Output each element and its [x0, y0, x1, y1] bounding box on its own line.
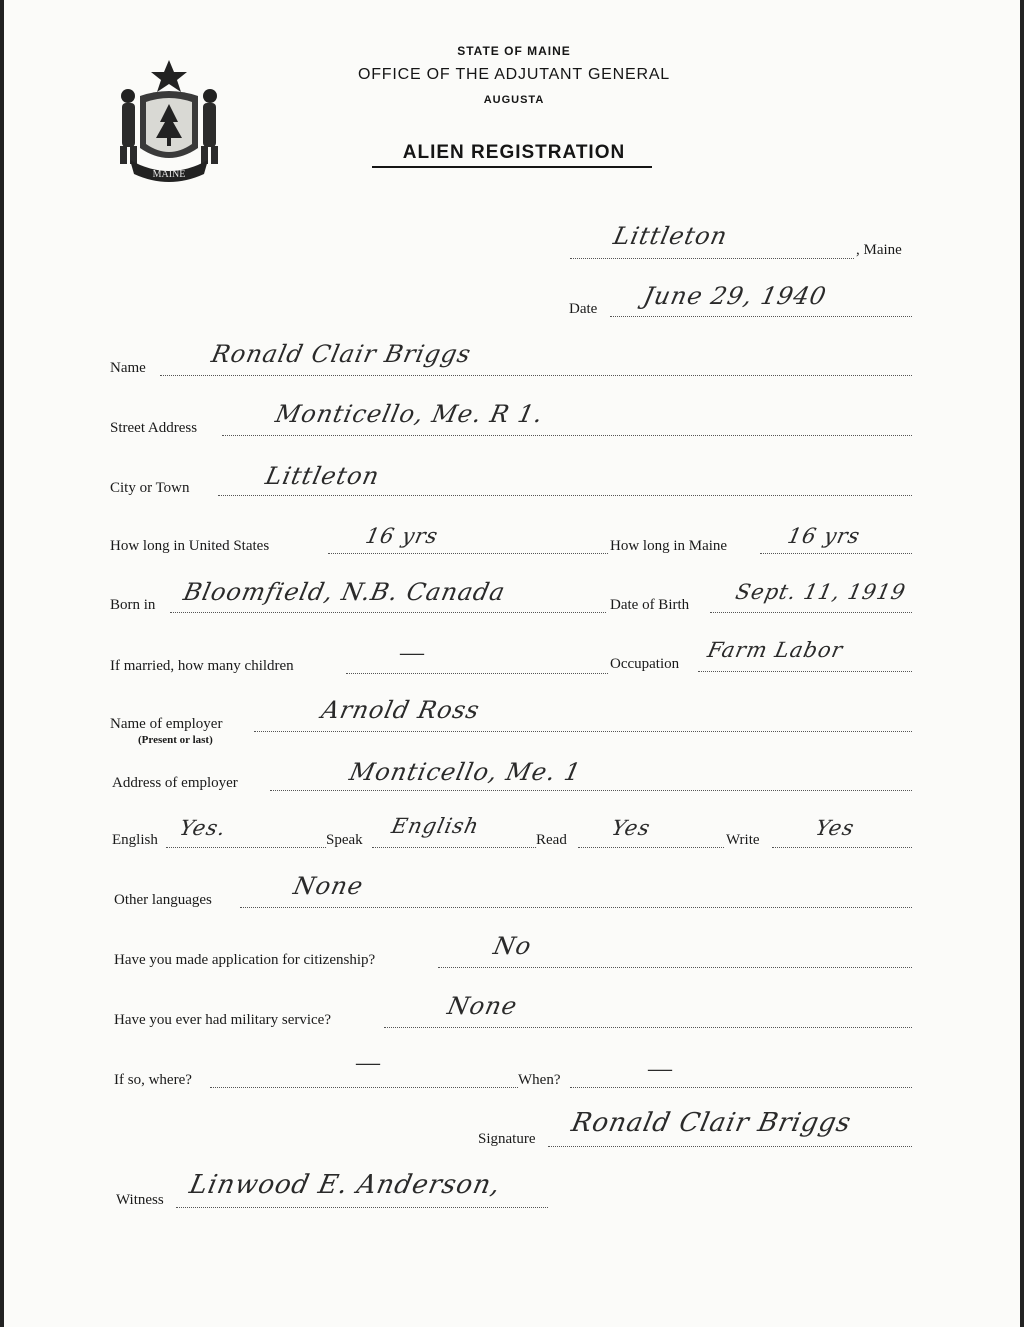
- employer-sublabel: (Present or last): [138, 734, 213, 746]
- city-line: [218, 495, 912, 496]
- occupation-line: [698, 671, 912, 672]
- english-value: Yes.: [177, 816, 229, 840]
- speak-value: English: [389, 814, 482, 838]
- signature-line: [548, 1146, 912, 1147]
- registration-form-page: [4, 0, 1020, 1327]
- signature-label: Signature: [478, 1131, 536, 1147]
- english-label: English: [112, 832, 158, 848]
- witness-value: Linwood E. Anderson,: [186, 1170, 504, 1200]
- occupation-label: Occupation: [610, 656, 680, 672]
- place-suffix: , Maine: [856, 242, 902, 258]
- employer-address-value: Monticello, Me. 1: [347, 758, 584, 786]
- children-label: If married, how many children: [110, 658, 294, 674]
- date-of-birth-label: Date of Birth: [610, 597, 690, 613]
- military-value: None: [445, 992, 521, 1020]
- read-line: [578, 847, 724, 848]
- date-label: Date: [569, 301, 598, 317]
- citizenship-label: Have you made application for citizenship?: [114, 952, 376, 968]
- street-line: [222, 435, 912, 436]
- read-value: Yes: [609, 816, 653, 840]
- other-languages-line: [240, 907, 912, 908]
- city-value: Littleton: [263, 462, 383, 490]
- children-line: [346, 673, 608, 674]
- how-long-us-value: 16 yrs: [363, 524, 441, 548]
- header-state: STATE OF MAINE: [457, 44, 571, 58]
- scan-edge-right: [1020, 0, 1024, 1327]
- occupation-value: Farm Labor: [705, 638, 846, 662]
- when-line: [570, 1087, 912, 1088]
- citizenship-line: [438, 967, 912, 968]
- employer-address-label: Address of employer: [112, 775, 238, 791]
- employer-label: Name of employer: [110, 716, 223, 732]
- employer-line: [254, 731, 912, 732]
- where-line: [210, 1087, 518, 1088]
- street-label: Street Address: [110, 420, 198, 436]
- employer-value: Arnold Ross: [319, 696, 483, 724]
- title-underline: [372, 166, 652, 168]
- speak-line: [372, 847, 536, 848]
- place-line: [570, 258, 854, 259]
- how-long-maine-line: [760, 553, 912, 554]
- date-of-birth-value: Sept. 11, 1919: [733, 580, 909, 604]
- children-value: —: [400, 640, 424, 666]
- city-label: City or Town: [110, 480, 190, 496]
- date-value: June 29, 1940: [641, 282, 830, 310]
- name-value: Ronald Clair Briggs: [209, 340, 474, 368]
- witness-label: Witness: [116, 1192, 164, 1208]
- born-in-line: [170, 612, 606, 613]
- military-label: Have you ever had military service?: [114, 1012, 331, 1028]
- street-value: Monticello, Me. R 1.: [273, 400, 547, 428]
- other-languages-label: Other languages: [114, 892, 212, 908]
- witness-line: [176, 1207, 548, 1208]
- form-title: ALIEN REGISTRATION: [402, 142, 626, 163]
- write-label: Write: [726, 832, 760, 848]
- where-value: —: [356, 1050, 380, 1076]
- write-value: Yes: [813, 816, 857, 840]
- employer-address-line: [270, 790, 912, 791]
- header-office: OFFICE OF THE ADJUTANT GENERAL: [357, 66, 671, 83]
- english-line: [166, 847, 326, 848]
- signature-value: Ronald Clair Briggs: [568, 1108, 855, 1138]
- when-label: When?: [518, 1072, 561, 1088]
- how-long-us-line: [328, 553, 608, 554]
- citizenship-value: No: [491, 932, 535, 960]
- other-languages-value: None: [291, 872, 367, 900]
- how-long-us-label: How long in United States: [110, 538, 270, 554]
- speak-label: Speak: [326, 832, 363, 848]
- military-line: [384, 1027, 912, 1028]
- how-long-maine-value: 16 yrs: [785, 524, 863, 548]
- write-line: [772, 847, 912, 848]
- when-value: —: [648, 1056, 672, 1082]
- date-line: [610, 316, 912, 317]
- born-in-value: Bloomfield, N.B. Canada: [181, 578, 509, 606]
- date-of-birth-line: [710, 612, 912, 613]
- seal-text: MAINE: [152, 169, 186, 180]
- born-in-label: Born in: [110, 597, 156, 613]
- how-long-maine-label: How long in Maine: [610, 538, 728, 554]
- name-label: Name: [110, 360, 146, 376]
- place-value: Littleton: [611, 222, 731, 250]
- read-label: Read: [536, 832, 567, 848]
- where-label: If so, where?: [114, 1072, 192, 1088]
- header-city: AUGUSTA: [483, 94, 545, 106]
- name-line: [160, 375, 912, 376]
- state-seal-icon: [110, 56, 228, 184]
